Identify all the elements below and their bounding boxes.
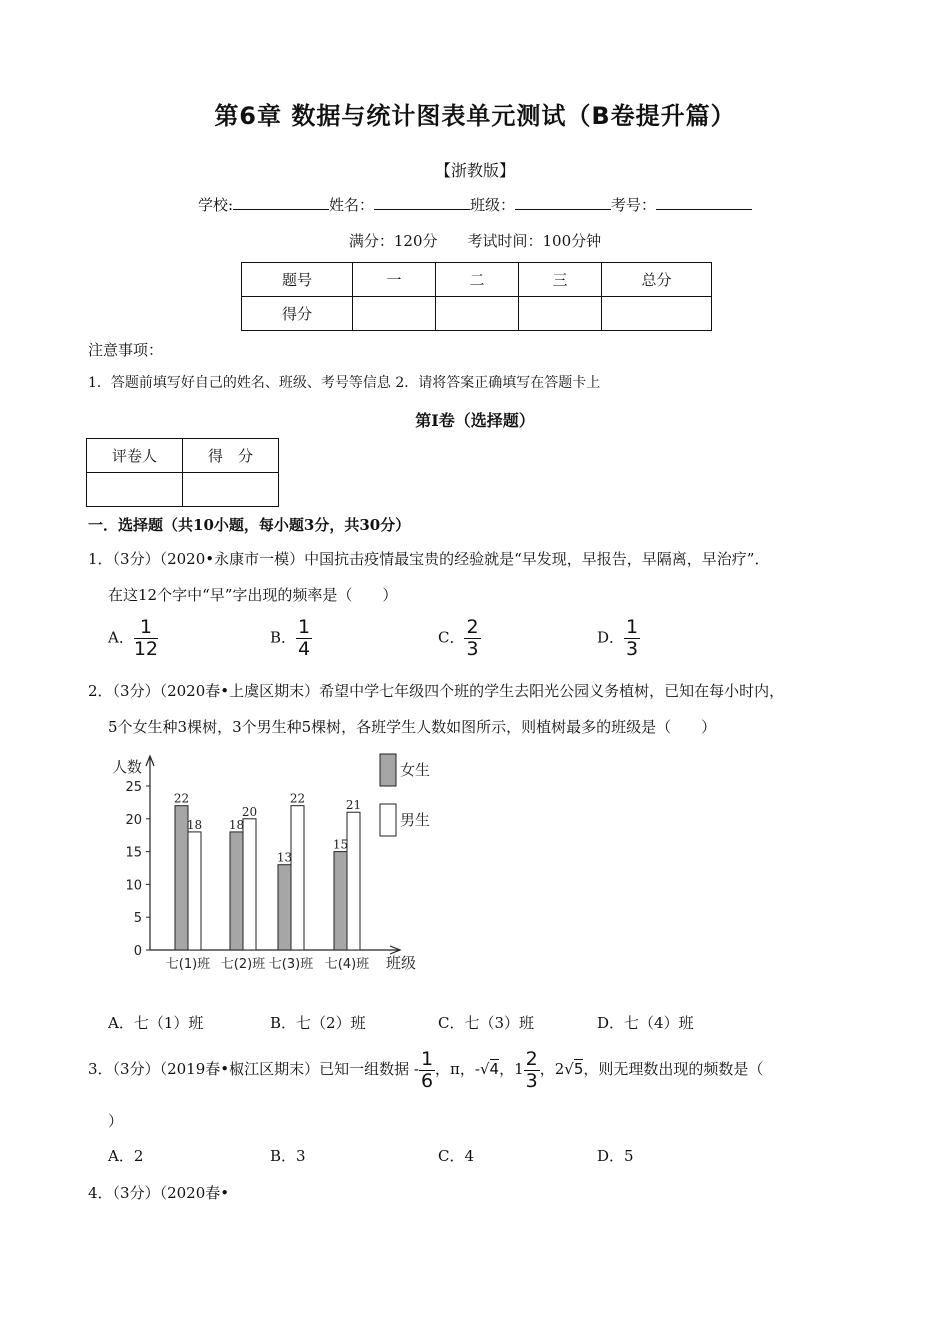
student-info-line bbox=[0, 194, 950, 215]
score-cell[interactable] bbox=[602, 297, 712, 331]
q1-line1: 1．（3分）（2020•永康市一模）中国抗击疫情最宝贵的经验就是“早发现，早报告，早隔离，早治疗”． bbox=[88, 550, 770, 568]
y-tick-label: 0 bbox=[133, 944, 142, 959]
bar-female bbox=[278, 865, 291, 950]
y-tick-label: 10 bbox=[125, 878, 142, 894]
x-tick-label: 七(3)班 bbox=[268, 957, 314, 972]
bar-male bbox=[243, 819, 256, 950]
y-tick-label: 5 bbox=[133, 911, 142, 927]
x-axis-title: 班级 bbox=[386, 954, 417, 972]
score-table-row bbox=[242, 297, 712, 331]
school-label: 学校: bbox=[197, 196, 233, 214]
grader-cell[interactable] bbox=[87, 473, 183, 507]
score-row-label: 得分 bbox=[242, 297, 353, 331]
fraction: $\frac{1}{6}$ bbox=[420, 1047, 434, 1092]
q3-text: ，π，- bbox=[435, 1060, 480, 1078]
q3-prefix: 3．（3分）（2019春•椒江区期末）已知一组数据 - bbox=[88, 1060, 419, 1078]
exam-meta: 满分：120分 考试时间：100分钟 bbox=[348, 232, 602, 250]
q3-text: ，1 bbox=[499, 1060, 524, 1078]
sqrt-radicand: 4 bbox=[489, 1060, 500, 1078]
option-label: B． bbox=[270, 628, 297, 647]
sqrt-radicand: 5 bbox=[573, 1060, 584, 1078]
legend-label: 女生 bbox=[400, 761, 431, 779]
edition-label: 【浙教版】 bbox=[434, 161, 515, 180]
question-section-head: 一．选择题（共10小题，每小题3分，共30分） bbox=[88, 516, 411, 534]
q2-line2: 5个女生种3棵树，3个男生种5棵树，各班学生人数如图所示，则植树最多的班级是（ ） bbox=[108, 718, 717, 736]
option-label: A． bbox=[108, 628, 134, 647]
score-cell[interactable] bbox=[519, 297, 602, 331]
exam-no-blank[interactable] bbox=[656, 195, 752, 210]
fraction: $\frac{1}{12}$ bbox=[133, 616, 159, 660]
data-label: 22 bbox=[289, 791, 306, 806]
q3-line2: ） bbox=[108, 1112, 124, 1130]
bar-male bbox=[347, 812, 360, 950]
y-axis-title: 人数 bbox=[112, 758, 143, 776]
data-label: 13 bbox=[276, 850, 293, 865]
data-label: 21 bbox=[345, 798, 362, 813]
q1-option-a[interactable] bbox=[108, 618, 158, 659]
q1-option-b[interactable] bbox=[270, 618, 312, 659]
q2-option-b[interactable]: B．七（2）班 bbox=[270, 1014, 366, 1032]
q3-option-c[interactable]: C．4 bbox=[438, 1147, 475, 1165]
bar-male bbox=[188, 832, 201, 950]
q1-option-c[interactable] bbox=[438, 618, 481, 659]
x-tick-label: 七(1)班 bbox=[165, 957, 211, 972]
q2-line1: 2．（3分）（2020春•上虞区期末）希望中学七年级四个班的学生去阳光公园义务植树，已知在每小时内， bbox=[88, 682, 785, 700]
q2-option-a[interactable]: A．七（1）班 bbox=[108, 1014, 204, 1032]
data-label: 22 bbox=[173, 791, 190, 806]
x-tick-label: 七(4)班 bbox=[324, 957, 370, 972]
school-blank[interactable] bbox=[233, 195, 329, 210]
score-header-cell: 总分 bbox=[602, 263, 712, 297]
y-tick-label: 15 bbox=[125, 845, 142, 861]
grader-table bbox=[86, 438, 279, 507]
option-label: C． bbox=[438, 628, 465, 647]
grader-header: 评卷人 bbox=[87, 439, 183, 473]
legend-swatch bbox=[380, 754, 396, 786]
x-tick-label: 七(2)班 bbox=[220, 957, 266, 972]
sqrt-symbol: √ bbox=[564, 1060, 574, 1078]
chart-bars bbox=[175, 806, 360, 950]
q3-option-d[interactable]: D．5 bbox=[597, 1147, 634, 1165]
bar-male bbox=[291, 806, 304, 950]
y-tick-label: 25 bbox=[125, 780, 142, 795]
grader-score-cell[interactable] bbox=[183, 473, 279, 507]
exam-no-label: 考号： bbox=[611, 196, 657, 214]
fraction: $\frac{2}{3}$ bbox=[525, 1047, 538, 1092]
q2-option-d[interactable]: D．七（4）班 bbox=[597, 1014, 694, 1032]
data-label: 20 bbox=[241, 804, 258, 819]
score-cell[interactable] bbox=[436, 297, 519, 331]
data-label: 15 bbox=[332, 837, 349, 852]
q3-option-b[interactable]: B．3 bbox=[270, 1147, 306, 1165]
chart-labels bbox=[112, 758, 416, 972]
chart-legend bbox=[380, 754, 430, 836]
grader-score-header: 得 分 bbox=[183, 439, 279, 473]
name-label: 姓名： bbox=[329, 196, 375, 214]
q3-text: ，2 bbox=[539, 1060, 565, 1078]
score-header-cell: 题号 bbox=[242, 263, 353, 297]
q1-line2: 在这12个字中“早”字出现的频率是（ ） bbox=[108, 586, 398, 604]
q4-line1: 4．（3分）（2020春• bbox=[88, 1184, 230, 1202]
fraction: $\frac{2}{3}$ bbox=[466, 616, 479, 660]
data-label: 18 bbox=[228, 817, 245, 832]
score-header-cell: 三 bbox=[519, 263, 602, 297]
q2-option-c[interactable]: C．七（3）班 bbox=[438, 1014, 535, 1032]
q1-option-d[interactable] bbox=[597, 618, 640, 659]
bar-female bbox=[334, 852, 347, 950]
y-tick-label: 20 bbox=[125, 812, 142, 828]
option-label: D． bbox=[597, 628, 625, 647]
notice-text: 1．答题前填写好自己的姓名、班级、考号等信息 2．请将答案正确填写在答题卡上 bbox=[88, 375, 601, 391]
q3-line1 bbox=[88, 1044, 763, 1094]
score-header-cell: 一 bbox=[353, 263, 436, 297]
section-title: 第Ⅰ卷（选择题） bbox=[415, 411, 535, 430]
score-header-cell: 二 bbox=[436, 263, 519, 297]
class-blank[interactable] bbox=[515, 195, 611, 210]
notice-title: 注意事项： bbox=[88, 341, 164, 359]
bar-chart bbox=[100, 750, 440, 980]
sqrt-symbol: √ bbox=[479, 1060, 490, 1078]
class-label: 班级： bbox=[470, 196, 516, 214]
q3-option-a[interactable]: A．2 bbox=[108, 1147, 144, 1165]
data-label: 18 bbox=[186, 817, 203, 832]
bar-female bbox=[230, 832, 243, 950]
score-table-header bbox=[242, 263, 712, 297]
fraction: $\frac{1}{4}$ bbox=[298, 616, 311, 660]
page-title: 第6章 数据与统计图表单元测试（B卷提升篇） bbox=[214, 102, 736, 130]
score-cell[interactable] bbox=[353, 297, 436, 331]
q3-suffix: ，则无理数出现的频数是（ bbox=[583, 1060, 764, 1078]
legend-label: 男生 bbox=[400, 811, 431, 829]
fraction: $\frac{1}{3}$ bbox=[626, 616, 639, 660]
name-blank[interactable] bbox=[374, 195, 470, 210]
legend-swatch bbox=[380, 804, 396, 836]
score-table bbox=[241, 262, 712, 331]
